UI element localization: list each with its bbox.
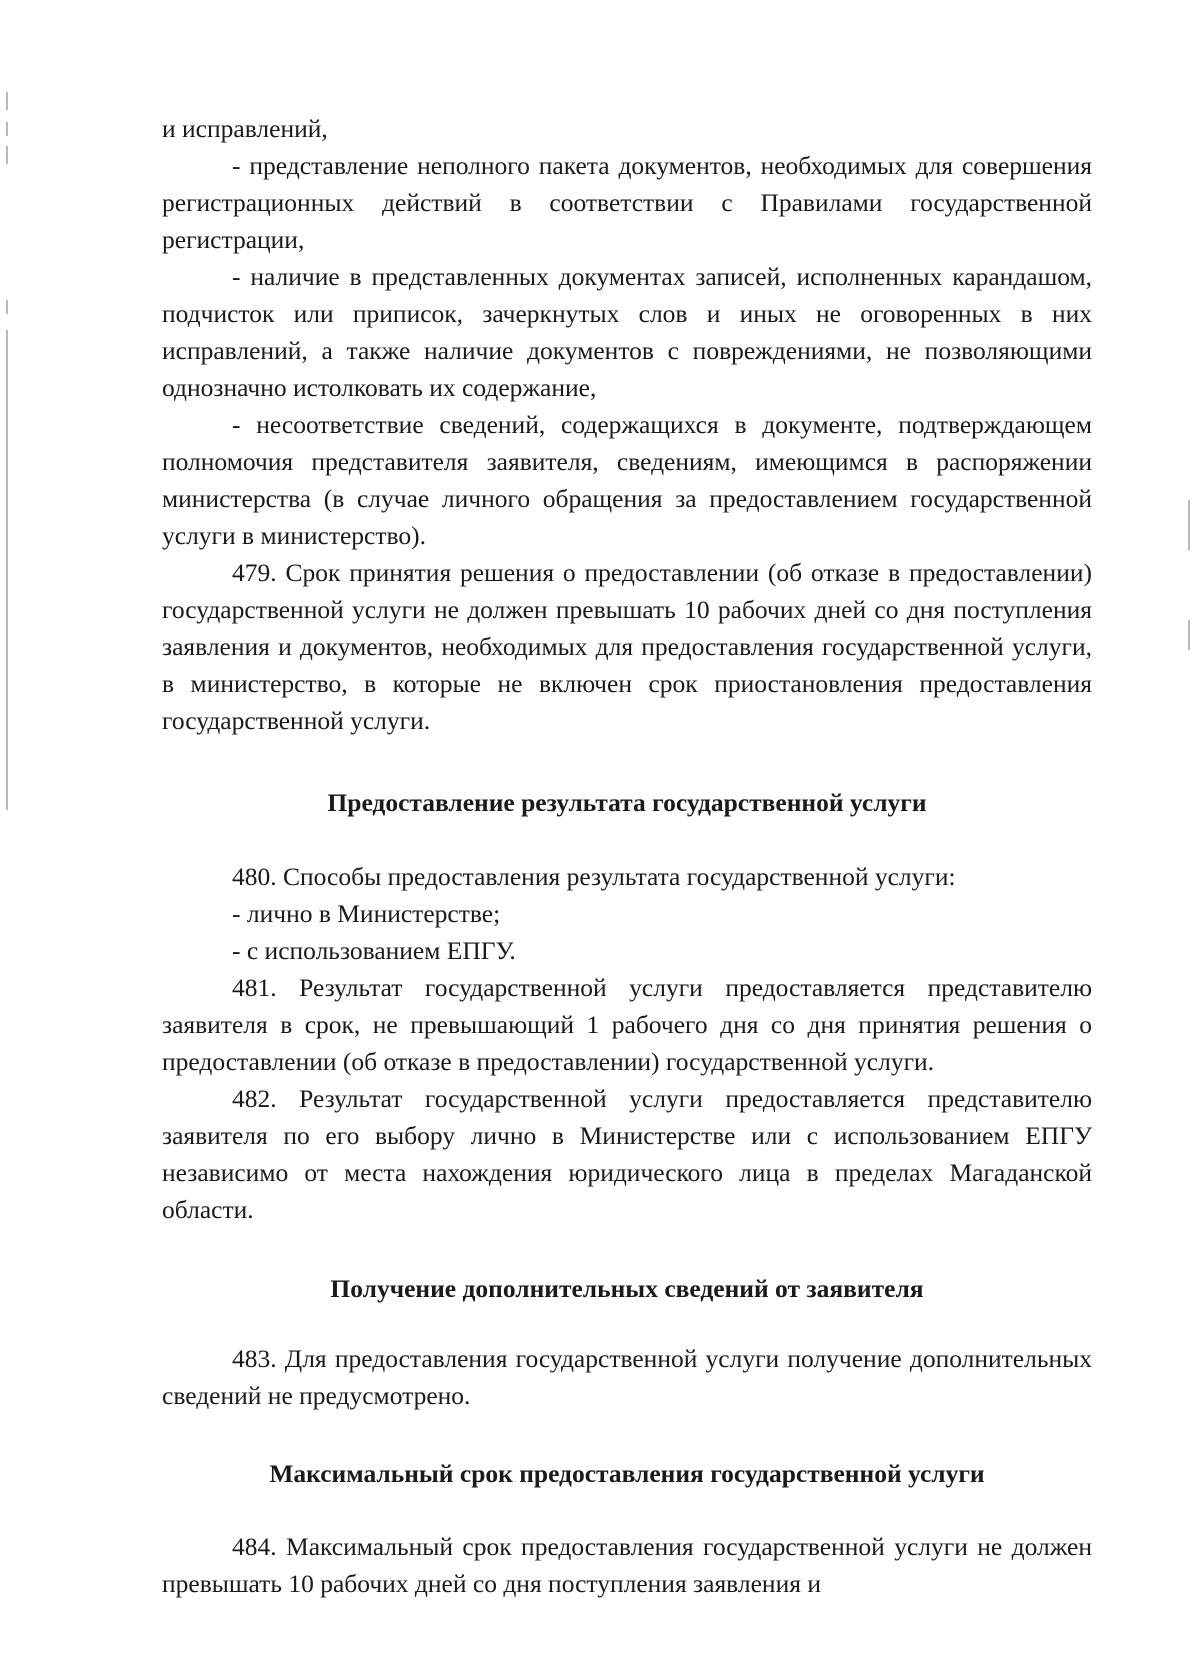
paragraph: 480. Способы предоставления результата государственной услуги: [232, 862, 956, 891]
text-block-2 [162, 858, 1092, 1228]
paragraph: и исправлений, [162, 114, 328, 143]
paragraph: - наличие в представленных документах записей, исполненных карандашом, подчисток или приписок, зачеркнутых слов и иных не оговоренных в них исправлений, а также наличие документов с повреждениями, не позволяющими однозначно истолковать их содержание, [162, 262, 1092, 402]
text-block-1 [162, 110, 1092, 739]
scan-mark [6, 92, 8, 110]
paragraph: 479. Срок принятия решения о предоставлении (об отказе в предоставлении) государственной услуги не должен превышать 10 рабочих дней со дня поступления заявления и документов, необходимых для предоставления государственной услуги, в министерство, в которые не включен срок приостановления предоставления государственной услуги. [162, 558, 1092, 735]
section-heading: Получение дополнительных сведений от заявителя [330, 1274, 924, 1303]
paragraph: 484. Максимальный срок предоставления государственной услуги не должен превышать 10 рабочих дней со дня поступления заявления и [162, 1532, 1092, 1598]
scan-mark [1188, 620, 1190, 650]
text-block-4 [162, 1528, 1092, 1602]
paragraph: - представление неполного пакета документов, необходимых для совершения регистрационных действий в соответствии с Правилами государственной регистрации, [162, 151, 1092, 254]
text-block-3 [162, 1340, 1092, 1414]
paragraph: - несоответствие сведений, содержащихся в документе, подтверждающем полномочия представителя заявителя, сведениям, имеющимся в распоряжении министерства (в случае личного обращения за предоставлением государственной услуги в министерство). [162, 410, 1092, 550]
paragraph: - лично в Министерстве; [232, 899, 501, 928]
scan-mark [1188, 500, 1190, 550]
scan-mark [6, 146, 8, 164]
paragraph: 481. Результат государственной услуги предоставляется представителю заявителя в срок, не превышающий 1 рабочего дня со дня принятия решения о предоставлении (об отказе в предоставлении) государственной услуги. [162, 973, 1092, 1076]
section-heading: Максимальный срок предоставления государственной услуги [269, 1459, 985, 1488]
scan-mark [6, 330, 8, 810]
paragraph: 482. Результат государственной услуги предоставляется представителю заявителя по его выбору лично в Министерстве или с использованием ЕПГУ независимо от места нахождения юридического лица в пределах Магаданской области. [162, 1084, 1092, 1224]
scan-mark [6, 122, 8, 136]
section-heading: Предоставление результата государственной услуги [327, 788, 927, 817]
scan-mark [6, 300, 8, 314]
paragraph: - с использованием ЕПГУ. [232, 936, 516, 965]
paragraph: 483. Для предоставления государственной услуги получение дополнительных сведений не предусмотрено. [162, 1344, 1092, 1410]
